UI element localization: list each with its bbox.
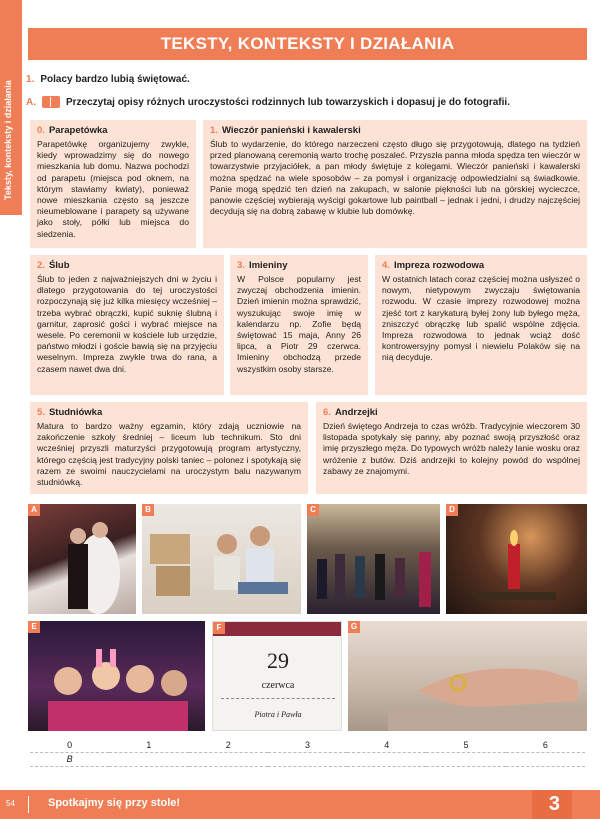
box-text: Ślub to jeden z najważniejszych dni w życiu i dlatego przygotowania do tej uroczystości rozpoczynają się już kilka miesięcy wcześniej – trzeba wybrać obrączki, kupić suknię ślubną i garnitur, zaprosić gości i wybrać miejsce na wesele. Po ceremonii w kościele lub urzędzie, państwo młodzi i goście bawią się na przyjęciu weselnym. Impreza zwykle trwa do rana, a czasem nawet dwa dni. (37, 274, 217, 374)
box-title: 3. Imieniny (237, 260, 288, 271)
calendar-names: Piotra i Pawła (254, 710, 302, 719)
photo-bachelorette (28, 621, 205, 731)
task-1-number: 1. (26, 74, 35, 85)
footer-divider (28, 796, 29, 813)
calendar-month: czerwca (261, 680, 295, 691)
box-title: 6. Andrzejki (323, 407, 378, 418)
answer-cell[interactable] (109, 752, 188, 766)
box-text: Ślub to wydarzenie, do którego narzeczeni często długo się przygotowują, dlatego na tydzień przed planowaną ceremonią warto trochę poszaleć. Przyszła panna młoda spędza ten wieczór w towarzystwie przyjaciółek, a pan młody świętuje z kolegami. Wieczór panieński i kawalerski można spędzać na wiele sposobów – za pomysł i organizację odpowiedzialni są świadkowie. Panie mogą spędzić ten dzień na zakupach, w salonie piękności lub na górskiej wycieczce, panowie częściej wybierają wyścigi gokartowe lub paintball – jednak i jedni, i drudzy najczęściej decydują się na dobrą zabawę w klubie lub domówkę. (210, 139, 580, 217)
answer-header: 0 (30, 738, 109, 752)
answer-table (30, 738, 585, 767)
task-a-number: A. (26, 96, 36, 108)
page-number: 54 (6, 799, 15, 808)
photo-housewarming (142, 504, 301, 614)
photo-ring-hand (348, 621, 587, 731)
answer-cell[interactable] (506, 752, 585, 766)
task-1 (26, 74, 190, 85)
photo-label: G (348, 621, 360, 633)
answer-header: 1 (109, 738, 188, 752)
couple-dancing-icon (28, 504, 136, 614)
photo-label: C (307, 504, 319, 516)
photo-label: D (446, 504, 458, 516)
dancing-crowd-icon (307, 504, 440, 614)
box-text: Parapetówkę organizujemy zwykle, kiedy wprowadzimy się do nowego mieszkania lub domu. Nazwa pochodzi od parapetu (miejsca pod oknem, na którym stawiamy kwiaty), ponieważ nowe mieszkania często są jeszcze nieumeblowane i parapety są używane jako stoły, półki lub miejsca do siedzenia. (37, 139, 189, 239)
text-box-5 (30, 402, 308, 494)
answer-cell[interactable] (347, 752, 426, 766)
box-title: 0. Parapetówka (37, 125, 108, 136)
photo-candles (446, 504, 587, 614)
couple-with-boxes-icon (142, 504, 301, 614)
page-title: TEKSTY, KONTEKSTY I DZIAŁANIA (28, 28, 587, 60)
box-text: Dzień świętego Andrzeja to czas wróżb. Tradycyjnie wieczorem 30 listopada spotykały się panny, aby poznać swoją przyszłość oraz imię przyszłego męża. Do typowych wróżb należy lanie wosku oraz wróżenie z butów. Dziś andrzejki to kolejny powód do wspólnej zabawy ze znajomymi. (323, 421, 580, 476)
box-text: W ostatnich latach coraz częściej można usłyszeć o nowym, nietypowym zwyczaju świętowania rozwodu. W czasie imprezy rozwodowej można zjeść tort z karykaturą byłej żony lub byłego męża, zniszczyć obrączkę lub spalić wspólne zdjęcia. Impreza rozwodowa to jednak wciąż dość kontrowersyjny pomysł i niewielu Polaków się na nią decyduje. (382, 274, 580, 363)
task-a-text: Przeczytaj opisy różnych uroczystości rodzinnych lub towarzyskich i dopasuj je do fotografii. (66, 96, 510, 108)
photo-prom-ball (307, 504, 440, 614)
side-tab (0, 0, 22, 215)
calendar-header (213, 622, 342, 636)
candle-icon (446, 504, 587, 614)
answer-header: 6 (506, 738, 585, 752)
footer (0, 790, 600, 819)
photo-label: B (142, 504, 154, 516)
reading-book-icon (42, 96, 60, 108)
answer-header: 4 (347, 738, 426, 752)
photo-label: F (213, 622, 225, 634)
answer-cell[interactable] (268, 752, 347, 766)
unit-number: 3 (548, 793, 560, 815)
side-tab-label: Teksty, konteksty i działania (3, 80, 13, 200)
answer-header: 2 (189, 738, 268, 752)
text-box-3 (230, 255, 368, 395)
box-title: 4. Impreza rozwodowa (382, 260, 485, 271)
photo-label: E (28, 621, 40, 633)
answer-header: 3 (268, 738, 347, 752)
photo-wedding-dance (28, 504, 136, 614)
answer-cell: B (30, 752, 109, 766)
answer-cell[interactable] (426, 752, 505, 766)
box-text: W Polsce popularny jest zwyczaj obchodzenia imienin. Dzień imienin można sprawdzić, wyszukując swoje imię w kalendarzu np. Zofie będą świętować 15 maja, Anny 26 lipca, a Piotr 29 czerwca. Imieniny obchodzą przede wszystkim osoby starsze. (237, 274, 361, 374)
party-women-icon (28, 621, 205, 731)
photo-calendar (212, 621, 342, 731)
text-box-4 (375, 255, 587, 395)
box-title: 2. Ślub (37, 260, 70, 271)
box-title: 1. Wieczór panieński i kawalerski (210, 125, 361, 136)
text-box-0 (30, 120, 196, 248)
text-box-6 (316, 402, 587, 494)
task-1-text: Polacy bardzo lubią świętować. (40, 74, 190, 85)
text-box-1 (203, 120, 587, 248)
hand-ring-icon (348, 621, 587, 731)
photo-label: A (28, 504, 40, 516)
answer-cell[interactable] (189, 752, 268, 766)
box-title: 5. Studniówka (37, 407, 103, 418)
calendar-day: 29 (267, 648, 289, 673)
text-box-2 (30, 255, 224, 395)
footer-title: Spotkajmy się przy stole! (48, 797, 181, 809)
box-text: Matura to bardzo ważny egzamin, który zdają uczniowie na zakończenie szkoły średniej – liceum lub technikum. Sto dni wcześniej przyszli maturzyści przygotowują program artystyczny, którego częścią jest tradycyjny polski taniec – polonez i spotykają się razem ze swoimi nauczycielami na uroczystym balu nazywanym studniówką. (37, 421, 301, 488)
answer-header: 5 (426, 738, 505, 752)
task-a (26, 96, 510, 108)
